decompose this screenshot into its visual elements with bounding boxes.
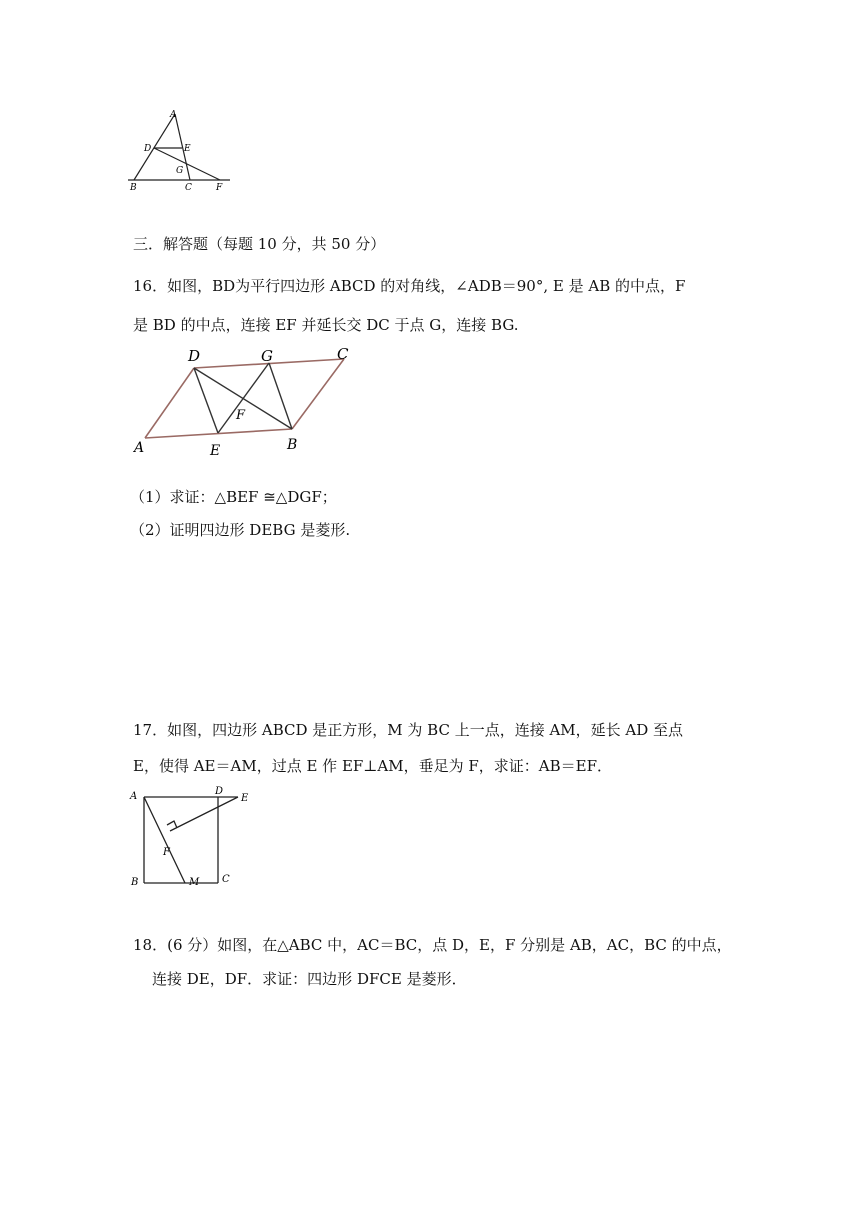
q16-part2: （2）证明四边形 DEBG 是菱形.	[130, 521, 351, 539]
q16-text-line2: 是 BD 的中点，连接 EF 并延长交 DC 于点 G，连接 BG.	[133, 316, 519, 334]
label-e: E	[241, 793, 249, 804]
q18-text-line2: 连接 DE，DF．求证：四边形 DFCE 是菱形．	[152, 970, 467, 988]
label-b: B	[131, 877, 139, 888]
label-d: D	[144, 144, 152, 154]
label-a: A	[134, 440, 145, 456]
label-f: F	[216, 183, 223, 193]
right-angle-mark	[167, 821, 177, 828]
q18-text-line1: 18．(6 分）如图，在△ABC 中，AC＝BC，点 D，E，F 分别是 AB，AC，BC 的中点，	[133, 936, 732, 954]
label-c: C	[337, 345, 349, 363]
label-b: B	[130, 183, 137, 193]
q16-part1: （1）求证：△BEF ≅△DGF；	[130, 488, 337, 506]
label-d: D	[188, 347, 201, 365]
label-e: E	[184, 144, 191, 154]
q17-text-line1: 17．如图，四边形 ABCD 是正方形，M 为 BC 上一点，连接 AM，延长 AD 至点	[133, 721, 684, 739]
q16-text-line1: 16．如图，BD为平行四边形 ABCD 的对角线，∠ADB＝90°, E 是 AB 的中点，F	[133, 277, 686, 295]
label-a: A	[130, 791, 138, 802]
figure-parallelogram-q16	[130, 345, 370, 465]
label-c: C	[222, 874, 230, 885]
label-a: A	[170, 110, 177, 120]
segment-ab	[134, 114, 175, 180]
label-b: B	[287, 437, 298, 453]
label-f: F	[163, 847, 170, 858]
label-e: E	[210, 443, 221, 459]
label-f: F	[236, 408, 246, 423]
label-c: C	[185, 183, 192, 193]
label-m: M	[189, 877, 200, 888]
figure-square-q17	[125, 785, 265, 890]
section-heading: 三．解答题（每题 10 分，共 50 分）	[133, 235, 386, 253]
figure-triangle-q15	[120, 104, 240, 194]
segment-de	[194, 368, 218, 433]
segment-cb	[292, 359, 344, 429]
q17-text-line2: E，使得 AE＝AM，过点 E 作 EF⊥AM，垂足为 F，求证：AB＝EF．	[133, 757, 612, 775]
segment-ad	[145, 368, 194, 438]
segment-am	[144, 797, 185, 883]
segment-gb	[269, 363, 292, 429]
label-g: G	[176, 166, 184, 176]
segment-ef	[170, 797, 238, 831]
label-g: G	[261, 347, 273, 365]
label-d: D	[215, 786, 224, 797]
segment-ab	[145, 429, 292, 438]
